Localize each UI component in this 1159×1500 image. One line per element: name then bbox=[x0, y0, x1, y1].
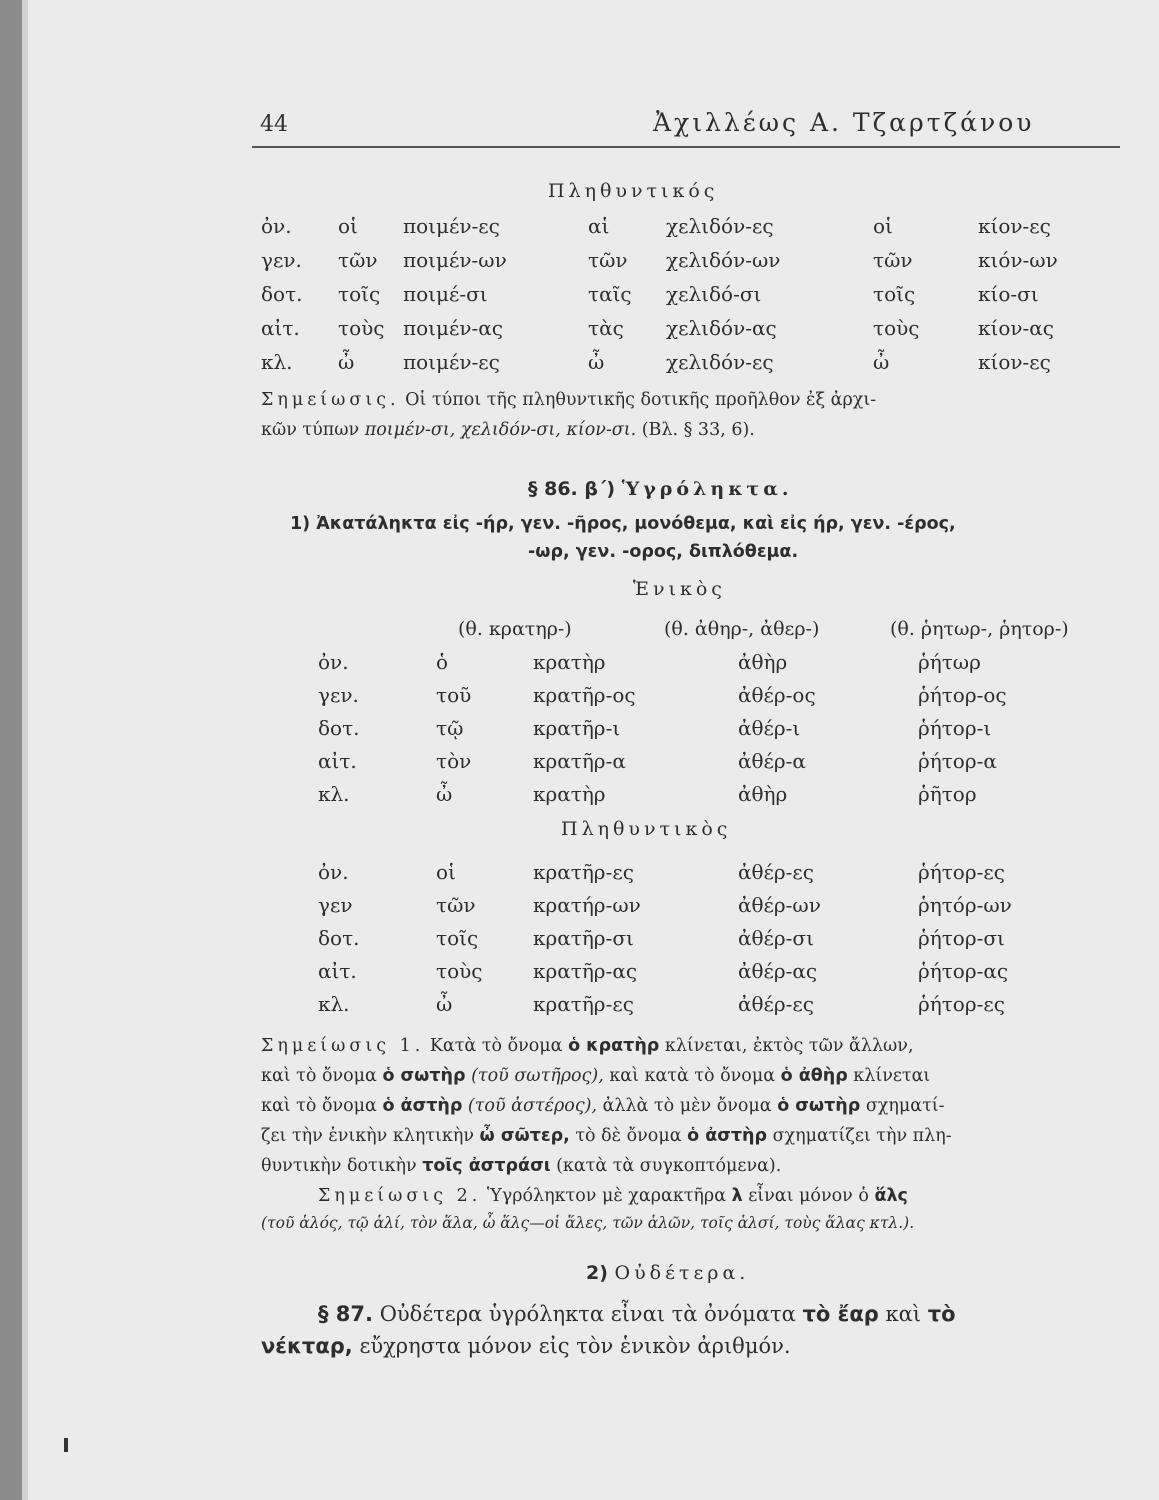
plural1-cell-r3-c5: τοὺς bbox=[873, 316, 920, 340]
plural-heading-2: Πληθυντικὸς bbox=[561, 818, 732, 840]
plural1-cell-r4-c2: ποιμέν-ες bbox=[403, 350, 500, 374]
note-3-line-1: Σημείωσις 2. Ὑγρόληκτον μὲ χαρακτῆρα λ εἶναι μόνον ὁ ἅλς bbox=[318, 1186, 908, 1206]
plural1-cell-r4-c1: ὦ bbox=[338, 350, 355, 374]
subsection-2-heading: 2) Οὐδέτερα. bbox=[586, 1262, 750, 1284]
plural2-cell-r0-c3: ἀθέρ-ες bbox=[738, 860, 814, 884]
plural2-cell-r1-c2: κρατήρ-ων bbox=[533, 893, 641, 917]
singular-cell-r4-c4: ῥῆτορ bbox=[918, 782, 977, 806]
plural2-cell-r4-c0: κλ. bbox=[318, 992, 350, 1016]
plural1-cell-r2-c2: ποιμέ-σι bbox=[403, 282, 488, 306]
plural2-cell-r2-c3: ἀθέρ-σι bbox=[738, 926, 814, 950]
note-2-line-2: καὶ τὸ ὄνομα ὁ σωτὴρ (τοῦ σωτῆρος), καὶ κατὰ τὸ ὄνομα ὁ ἀθὴρ κλίνεται bbox=[261, 1066, 931, 1086]
subsection-1-line-1: 1) Ἀκατάληκτα εἰς -ήρ, γεν. -ῆρος, μονόθεμα, καὶ εἰς ήρ, γεν. -έρος, bbox=[290, 514, 956, 534]
note-3-line-2: (τοῦ ἁλός, τῷ ἁλί, τὸν ἅλα, ὦ ἅλς—οἱ ἅλες, τῶν ἁλῶν, τοῖς ἁλσί, τοὺς ἅλας κτλ.). bbox=[261, 1214, 915, 1232]
singular-cell-r3-c4: ῥήτορ-α bbox=[918, 749, 997, 773]
singular-cell-r3-c1: τὸν bbox=[436, 749, 472, 773]
section-87-line-1: § 87. Οὐδέτερα ὑγρόληκτα εἶναι τὰ ὀνόματα τὸ ἔαρ καὶ τὸ bbox=[318, 1302, 956, 1326]
section-87-line-2: νέκταρ, εὔχρηστα μόνον εἰς τὸν ἑνικὸν ἀριθμόν. bbox=[261, 1334, 791, 1358]
plural1-cell-r0-c0: ὀν. bbox=[261, 214, 292, 238]
plural2-cell-r3-c1: τοὺς bbox=[436, 959, 483, 983]
note-3-label: Σημείωσις 2. bbox=[318, 1186, 482, 1206]
singular-cell-r4-c0: κλ. bbox=[318, 782, 350, 806]
singular-cell-r0-c1: ὁ bbox=[436, 650, 449, 674]
plural1-cell-r3-c4: χελιδόν-ας bbox=[666, 316, 777, 340]
plural1-cell-r3-c1: τοὺς bbox=[338, 316, 385, 340]
plural2-cell-r4-c3: ἀθέρ-ες bbox=[738, 992, 814, 1016]
header-rule bbox=[252, 146, 1120, 148]
plural1-cell-r0-c3: αἱ bbox=[588, 214, 610, 238]
singular-cell-r1-c3: ἀθέρ-ος bbox=[738, 683, 816, 707]
plural-heading-1: Πληθυντικός bbox=[548, 180, 719, 202]
plural1-cell-r1-c1: τῶν bbox=[338, 248, 378, 272]
plural1-cell-r2-c6: κίο-σι bbox=[978, 282, 1039, 306]
plural1-cell-r1-c2: ποιμέν-ων bbox=[403, 248, 507, 272]
stem-athir: (θ. ἀθηρ-, ἀθερ-) bbox=[664, 618, 820, 640]
note-2-line-4: ζει τὴν ἑνικὴν κλητικὴν ὦ σῶτερ, τὸ δὲ ὄνομα ὁ ἀστὴρ σχηματίζει τὴν πλη- bbox=[261, 1126, 952, 1146]
plural2-cell-r1-c4: ῥητόρ-ων bbox=[918, 893, 1012, 917]
singular-cell-r4-c3: ἀθὴρ bbox=[738, 782, 788, 806]
plural2-cell-r2-c1: τοῖς bbox=[436, 926, 479, 950]
plural1-cell-r4-c5: ὦ bbox=[873, 350, 890, 374]
plural1-cell-r0-c2: ποιμέν-ες bbox=[403, 214, 500, 238]
stem-ritor: (θ. ῥητωρ-, ῥητορ-) bbox=[890, 618, 1069, 640]
plural1-cell-r2-c3: ταῖς bbox=[588, 282, 632, 306]
singular-cell-r2-c0: δοτ. bbox=[318, 716, 360, 740]
singular-cell-r4-c1: ὦ bbox=[436, 782, 453, 806]
plural2-cell-r1-c0: γεν bbox=[318, 893, 353, 917]
plural2-cell-r2-c2: κρατῆρ-σι bbox=[533, 926, 634, 950]
plural2-cell-r0-c0: ὀν. bbox=[318, 860, 349, 884]
running-header-title: Ἀχιλλέως Α. Τζαρτζάνου bbox=[653, 108, 1035, 137]
plural1-cell-r2-c5: τοῖς bbox=[873, 282, 916, 306]
plural1-cell-r1-c6: κιόν-ων bbox=[978, 248, 1058, 272]
plural2-cell-r2-c4: ῥήτορ-σι bbox=[918, 926, 1005, 950]
plural1-cell-r0-c4: χελιδόν-ες bbox=[666, 214, 774, 238]
page-number: 44 bbox=[260, 112, 288, 137]
plural2-cell-r3-c2: κρατῆρ-ας bbox=[533, 959, 638, 983]
subsection-1-line-2: -ωρ, γεν. -ορος, διπλόθεμα. bbox=[528, 542, 799, 562]
singular-cell-r2-c4: ῥήτορ-ι bbox=[918, 716, 992, 740]
plural2-cell-r1-c3: ἀθέρ-ων bbox=[738, 893, 821, 917]
book-page bbox=[22, 0, 1159, 1500]
note-2-label: Σημείωσις 1. bbox=[261, 1036, 425, 1056]
plural2-cell-r4-c4: ῥήτορ-ες bbox=[918, 992, 1005, 1016]
singular-heading: Ἑνικὸς bbox=[633, 578, 726, 600]
plural1-cell-r3-c6: κίον-ας bbox=[978, 316, 1055, 340]
plural2-cell-r3-c4: ῥήτορ-ας bbox=[918, 959, 1009, 983]
plural1-cell-r0-c6: κίον-ες bbox=[978, 214, 1051, 238]
note-2-line-1: Σημείωσις 1. Κατὰ τὸ ὄνομα ὁ κρατὴρ κλίνεται, ἐκτὸς τῶν ἄλλων, bbox=[261, 1036, 914, 1056]
note-1-line-2: κῶν τύπων ποιμέν-σι, χελιδόν-σι, κίον-σι. (Βλ. § 33, 6). bbox=[261, 420, 755, 440]
plural1-cell-r4-c3: ὦ bbox=[588, 350, 605, 374]
plural1-cell-r1-c0: γεν. bbox=[261, 248, 302, 272]
singular-cell-r1-c0: γεν. bbox=[318, 683, 359, 707]
stem-kratir: (θ. κρατηρ-) bbox=[458, 618, 572, 640]
singular-cell-r2-c2: κρατῆρ-ι bbox=[533, 716, 621, 740]
singular-cell-r1-c4: ῥήτορ-ος bbox=[918, 683, 1007, 707]
plural2-cell-r3-c0: αἰτ. bbox=[318, 959, 357, 983]
plural1-cell-r2-c4: χελιδό-σι bbox=[666, 282, 762, 306]
plural2-cell-r0-c4: ῥήτορ-ες bbox=[918, 860, 1005, 884]
plural1-cell-r2-c0: δοτ. bbox=[261, 282, 303, 306]
plural1-cell-r2-c1: τοῖς bbox=[338, 282, 381, 306]
plural2-cell-r4-c1: ὦ bbox=[436, 992, 453, 1016]
plural1-cell-r3-c2: ποιμέν-ας bbox=[403, 316, 504, 340]
plural1-cell-r0-c1: οἱ bbox=[338, 214, 358, 238]
singular-cell-r1-c1: τοῦ bbox=[436, 683, 472, 707]
singular-cell-r2-c1: τῷ bbox=[436, 716, 464, 740]
singular-cell-r3-c0: αἰτ. bbox=[318, 749, 357, 773]
note-2-line-5: θυντικὴν δοτικὴν τοῖς ἀστράσι (κατὰ τὰ συγκοπτόμενα). bbox=[261, 1156, 782, 1176]
singular-cell-r0-c0: ὀν. bbox=[318, 650, 349, 674]
note-2-line-3: καὶ τὸ ὄνομα ὁ ἀστὴρ (τοῦ ἀστέρος), ἀλλὰ τὸ μὲν ὄνομα ὁ σωτὴρ σχηματί- bbox=[261, 1096, 945, 1116]
singular-cell-r0-c4: ῥήτωρ bbox=[918, 650, 981, 674]
singular-cell-r4-c2: κρατὴρ bbox=[533, 782, 606, 806]
plural1-cell-r4-c6: κίον-ες bbox=[978, 350, 1051, 374]
plural2-cell-r1-c1: τῶν bbox=[436, 893, 476, 917]
note-1-line-1: Σημείωσις. Οἱ τύποι τῆς πληθυντικῆς δοτικῆς προῆλθον ἐξ ἀρχι- bbox=[261, 390, 877, 410]
section-86-heading: § 86. β΄) Ὑγρόληκτα. bbox=[528, 478, 793, 500]
singular-cell-r0-c2: κρατὴρ bbox=[533, 650, 606, 674]
singular-cell-r0-c3: ἀθὴρ bbox=[738, 650, 788, 674]
note-1-label: Σημείωσις. bbox=[261, 390, 400, 410]
page-mark bbox=[64, 1438, 68, 1452]
plural2-cell-r4-c2: κρατῆρ-ες bbox=[533, 992, 634, 1016]
plural1-cell-r1-c4: χελιδόν-ων bbox=[666, 248, 781, 272]
singular-cell-r2-c3: ἀθέρ-ι bbox=[738, 716, 801, 740]
singular-cell-r3-c2: κρατῆρ-α bbox=[533, 749, 626, 773]
plural2-cell-r0-c2: κρατῆρ-ες bbox=[533, 860, 634, 884]
singular-cell-r3-c3: ἀθέρ-α bbox=[738, 749, 806, 773]
plural2-cell-r3-c3: ἀθέρ-ας bbox=[738, 959, 818, 983]
singular-cell-r1-c2: κρατῆρ-ος bbox=[533, 683, 636, 707]
plural1-cell-r0-c5: οἱ bbox=[873, 214, 893, 238]
plural1-cell-r3-c3: τὰς bbox=[588, 316, 624, 340]
plural1-cell-r4-c4: χελιδόν-ες bbox=[666, 350, 774, 374]
plural1-cell-r1-c5: τῶν bbox=[873, 248, 913, 272]
section-87-number: § 87. bbox=[318, 1302, 374, 1326]
plural1-cell-r4-c0: κλ. bbox=[261, 350, 293, 374]
plural1-cell-r3-c0: αἰτ. bbox=[261, 316, 300, 340]
plural2-cell-r2-c0: δοτ. bbox=[318, 926, 360, 950]
plural1-cell-r1-c3: τῶν bbox=[588, 248, 628, 272]
plural2-cell-r0-c1: οἱ bbox=[436, 860, 456, 884]
